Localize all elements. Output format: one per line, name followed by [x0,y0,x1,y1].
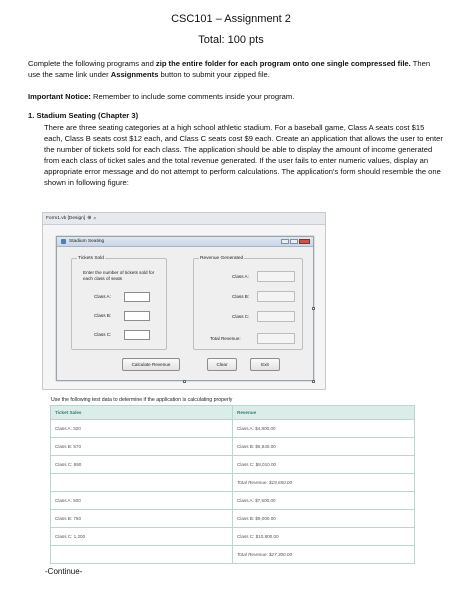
revenue-class-c-output [257,311,295,322]
table-row [51,528,415,546]
revenue-cell: Class B: $6,840.00 [233,438,415,456]
form-icon [61,239,66,244]
header-revenue: Revenue [233,406,415,420]
total-revenue-label: Total Revenue: [210,336,241,341]
table-row [51,546,415,564]
table-row [51,510,415,528]
stadium-seating-form [56,236,314,381]
table-header-row [51,406,415,420]
revenue-cell: Class B: $9,000.00 [233,510,415,528]
table-row [51,456,415,474]
form-designer-screenshot [42,212,326,390]
intro-bold-assignments: Assignments [110,70,159,79]
document-tab-label: Form1.vb [Design] [46,216,86,221]
question-1-heading: 1. Stadium Seating (Chapter 3) [28,111,139,120]
notice-label: Important Notice: [28,92,91,101]
document-tab-strip [43,213,325,225]
total-revenue-output [257,333,295,344]
class-c-tickets-input[interactable] [124,330,150,340]
ticket-cell: Class C: 1,200 [51,528,233,546]
continue-marker: -Continue- [45,567,83,576]
tickets-sold-group-label: Tickets Sold [78,256,104,261]
revenue-cell: Class A: $4,800.00 [233,420,415,438]
total-revenue-cell: Total Revenue: $19,650.00 [233,474,415,492]
revenue-class-a-label: Class A: [232,274,249,279]
ticket-cell: Class C: 890 [51,456,233,474]
tickets-instruction-label: Enter the number of tickets sold for each class of seats [83,270,155,281]
ticket-cell: Class B: 570 [51,438,233,456]
class-b-label: Class B: [94,313,112,318]
resize-grip-right[interactable] [312,307,315,310]
resize-grip-corner[interactable] [312,380,315,383]
header-ticket-sales: Ticket Sales [51,406,233,420]
revenue-group-label: Revenue Generated [200,256,244,261]
ticket-cell: Class B: 750 [51,510,233,528]
window-close-icon[interactable] [299,239,310,244]
total-points: Total: 100 pts [198,34,264,46]
total-revenue-cell: Total Revenue: $27,300.00 [233,546,415,564]
revenue-class-a-output [257,271,295,282]
instructions-paragraph [28,58,443,80]
question-1-body: There are three seating categories at a high school athletic stadium. For a baseball game, Class A seats cost $15 each, Class B seats cost $12 each, and Class C seats cost $9 each. Create an application that allows the user to enter the number of tickets sold for each class. The application should be able to display the amount of income generated from each class of ticket sales and the total revenue generated. If the user fails to enter numeric values, display an appropriate error message and do not attempt to perform calculations. The application's form should resemble the one shown in following figure: [44,123,443,187]
revenue-class-c-label: Class C: [232,314,250,319]
class-a-label: Class A: [94,294,111,299]
class-b-tickets-input[interactable] [124,311,150,321]
calculate-revenue-button[interactable]: Calculate Revenue [122,358,180,371]
intro-text-3: button to submit your zipped file. [158,70,270,79]
form-title-bar [57,237,313,247]
table-row [51,474,415,492]
ticket-cell: Class A: 320 [51,420,233,438]
maximize-icon[interactable] [290,239,298,244]
tickets-sold-group [71,258,167,350]
document-tab-form1[interactable] [46,216,96,222]
form-title: Stadium Seating [69,239,105,244]
exit-button[interactable]: Exit [250,358,280,371]
important-notice [28,91,443,102]
test-data-table [50,405,415,564]
table-row [51,420,415,438]
revenue-class-b-output [257,291,295,302]
test-data-intro: Use the following test data to determine if the application is calculating properly [51,397,233,403]
revenue-cell: Class C: $10,800.00 [233,528,415,546]
clear-button[interactable]: Clear [207,358,237,371]
window-controls [281,239,310,244]
class-a-tickets-input[interactable] [124,292,150,302]
table-row [51,492,415,510]
course-assignment-title: CSC101 – Assignment 2 [171,13,291,25]
intro-bold-zip: zip the entire folder for each program onto one single compressed file. [155,59,411,68]
intro-text-2: Then use the same link under [28,59,431,79]
revenue-generated-group [193,258,303,350]
ticket-cell [51,546,233,564]
design-canvas [43,225,325,389]
pin-icon[interactable]: ⊕ [87,216,92,221]
resize-grip-bottom[interactable] [183,380,186,383]
revenue-cell: Class C: $8,010.00 [233,456,415,474]
minimize-icon[interactable] [281,239,289,244]
class-c-label: Class C: [94,332,112,337]
notice-text: Remember to include some comments inside your program. [90,92,295,101]
table-row [51,438,415,456]
intro-text-1: Complete the following programs and [28,59,156,68]
ticket-cell [51,474,233,492]
revenue-cell: Class A: $7,500.00 [233,492,415,510]
ticket-cell: Class A: 500 [51,492,233,510]
revenue-class-b-label: Class B: [232,294,250,299]
close-icon[interactable]: × [93,215,97,222]
